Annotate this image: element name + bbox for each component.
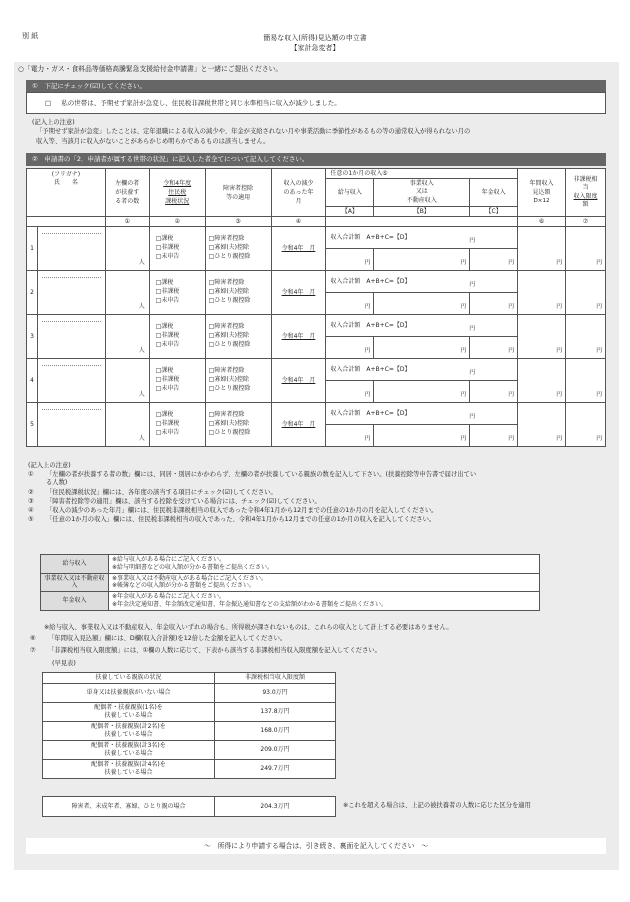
reference-description	[109, 592, 540, 611]
pension-yen: 円	[508, 392, 515, 399]
limit-table-header-status: 扶養している親族の状況	[43, 673, 215, 684]
pension-cell[interactable]	[470, 249, 518, 271]
annual-yen: 円	[556, 260, 562, 267]
col-num-1: ①	[105, 217, 149, 227]
section2-bar	[26, 153, 606, 166]
annual-yen: 円	[556, 304, 562, 311]
business-yen: 円	[460, 436, 467, 443]
annual-yen: 円	[556, 436, 562, 443]
person-unit: 人	[138, 259, 145, 267]
month-value: 令和4年 月	[281, 288, 316, 296]
letter-c: 【C】	[470, 207, 518, 217]
limit-header-3: 収入限度	[573, 192, 598, 200]
tax-option-taxed[interactable]: □課税	[155, 235, 174, 243]
tax-option-nontaxed[interactable]: □非課税	[155, 376, 180, 384]
household-table	[26, 168, 606, 447]
document-subtitle: 【家計急変者】	[290, 44, 340, 52]
person-unit: 人	[138, 435, 145, 443]
tax-status-cell[interactable]	[149, 359, 205, 403]
reference-row	[41, 573, 540, 592]
pension-cell[interactable]	[470, 293, 518, 315]
note2-item	[28, 498, 608, 506]
tax-option-nontaxed[interactable]: □非課税	[155, 244, 180, 252]
tax-option-undeclared[interactable]: □未申告	[155, 428, 180, 436]
note2-item	[28, 489, 608, 497]
limit-status-line: 扶養している場合	[104, 768, 153, 776]
row-number: 5	[27, 403, 38, 447]
month-value: 令和4年 月	[281, 332, 316, 340]
limit-yen: 円	[596, 436, 602, 443]
note1-line1: 「予期せず家計が急変」したことは、定年退職による収入の減少や、年金が支給されない月や事業活動に季節性があるもの等の通常収入が得られない月の	[36, 128, 471, 135]
income-sum-cell[interactable]	[326, 315, 518, 337]
note1-line2: 収入等、当該月に収入がないことがあらかじめ明らかであるものは該当しません。	[36, 138, 270, 145]
business-cell[interactable]	[374, 249, 470, 271]
limit-row	[43, 740, 336, 759]
fuyo-cell[interactable]	[105, 315, 149, 359]
tax-status-cell[interactable]	[149, 227, 205, 271]
deduction-cell[interactable]	[205, 403, 271, 447]
section1-bar	[26, 80, 606, 92]
table-row	[27, 315, 606, 337]
row-number: 3	[27, 315, 38, 359]
limit-amount: 168.0万円	[215, 721, 336, 740]
annual-header-2: 見込額	[532, 189, 551, 197]
annual-header-1: 年間収入	[529, 180, 554, 188]
income-sum-cell[interactable]	[326, 403, 518, 425]
limit-cell[interactable]	[566, 403, 606, 447]
annual-income-cell[interactable]	[518, 227, 566, 271]
furigana-header: (フリガナ)	[51, 171, 81, 178]
business-header-2: 又は	[415, 188, 428, 196]
pension-yen: 円	[508, 436, 515, 443]
limit-status-line: 配偶者・扶養親族(計3名)を	[91, 742, 166, 749]
salary-yen: 円	[364, 304, 371, 311]
note2-item-text	[46, 471, 476, 487]
deduction-option-disabled[interactable]: □障害者控除	[208, 411, 245, 419]
section1-checkbox-label: 私の世帯は、予期せず家計が急変し、住民税非課税世帯と同じ水準相当に収入が減少しました。	[61, 99, 341, 107]
annual-yen: 円	[556, 392, 562, 399]
limit-row	[43, 683, 336, 702]
deduction-option-single-parent[interactable]: □ひとり親控除	[208, 252, 251, 260]
deduction-option-single-parent[interactable]: □ひとり親控除	[208, 384, 251, 392]
note2-item	[28, 471, 608, 487]
letter-b: 【B】	[374, 207, 470, 217]
income-sum-cell[interactable]	[326, 359, 518, 381]
income-sum-label: 収入合計額 A+B+C=【D】	[330, 409, 411, 417]
col-num-3: ③	[205, 217, 271, 227]
special-note: ※これを超える場合は、上記の被扶養者の人数に応じた区分を適用	[343, 802, 531, 809]
limit-cell[interactable]	[566, 271, 606, 315]
salary-header: 給与収入	[326, 179, 374, 207]
section1-checkbox[interactable]: □	[45, 99, 52, 107]
name-cell[interactable]	[37, 359, 105, 403]
tax-header-3: 課税状況	[165, 198, 190, 205]
reference-row	[41, 555, 540, 574]
tax-status-cell[interactable]	[149, 403, 205, 447]
business-cell[interactable]	[374, 293, 470, 315]
tax-option-taxed[interactable]: □課税	[155, 323, 174, 331]
section2-bar-text: ② 申請書の「2．申請者が属する世帯の状況」に記入した者全てについて記入してください。	[32, 155, 309, 163]
limit-status-line: 単身又は扶養親族がいない場合	[86, 688, 171, 696]
limit-header-4: 額	[582, 200, 589, 208]
tax-option-undeclared[interactable]: □未申告	[155, 252, 180, 260]
annual-header-3: D×12	[533, 198, 550, 205]
limit-yen: 円	[596, 304, 602, 311]
salary-yen: 円	[364, 392, 371, 399]
person-unit: 人	[138, 347, 145, 355]
limit-header-1: 非課税相	[573, 175, 598, 183]
limit-amount: 93.0万円	[215, 683, 336, 702]
reference-row	[41, 592, 540, 611]
col-num-6: ⑥	[518, 217, 566, 227]
limit-status	[43, 759, 215, 778]
tax-option-taxed[interactable]: □課税	[155, 411, 174, 419]
person-unit: 人	[138, 391, 145, 399]
business-yen: 円	[460, 304, 467, 311]
month-cell[interactable]	[271, 359, 326, 403]
month-value: 令和4年 月	[281, 420, 316, 428]
income-sum-yen: 円	[469, 414, 476, 421]
business-yen: 円	[460, 260, 467, 267]
income-sum-cell[interactable]	[326, 227, 518, 249]
monthly-income-header: 任意の1か月の収入⑤	[326, 169, 518, 179]
income-sum-label: 収入合計額 A+B+C=【D】	[330, 277, 411, 285]
section1-bar-text: ① 下記にチェック(☑)してください。	[32, 82, 147, 90]
salary-cell[interactable]	[326, 425, 374, 447]
limit-yen: 円	[596, 392, 602, 399]
income-sum-label: 収入合計額 A+B+C=【D】	[330, 233, 411, 241]
tax-option-nontaxed[interactable]: □非課税	[155, 288, 180, 296]
note2-item-line1: 「任意の1か月の収入」欄には、住民税非課税相当の収入であった、令和4年1月から12月までの任意の1か月の収入を記入してください。	[46, 516, 436, 524]
letter-a: 【A】	[326, 207, 374, 217]
reference-description	[109, 573, 540, 592]
table-row	[27, 403, 606, 425]
row-number: 2	[27, 271, 38, 315]
note2-item-num: ⑤	[28, 516, 34, 524]
month-value: 令和4年 月	[281, 376, 316, 384]
tax-status-cell[interactable]	[149, 271, 205, 315]
month-cell[interactable]	[271, 227, 326, 271]
limit-status	[43, 702, 215, 721]
reference-label: 年金収入	[41, 592, 109, 611]
name-cell[interactable]	[37, 271, 105, 315]
limit-row	[43, 702, 336, 721]
limit-status	[43, 740, 215, 759]
reference-line: ※帳簿などの収入額が分かる書類をご提出ください。	[112, 582, 256, 590]
deduction-cell[interactable]	[205, 271, 271, 315]
attachment-label: 別 紙	[22, 32, 39, 40]
salary-cell[interactable]	[326, 293, 374, 315]
special-status: 障害者、未成年者、寡婦、ひとり親の場合	[43, 797, 215, 817]
item6-num: ⑥	[30, 635, 36, 642]
note2-item-num: ④	[28, 506, 34, 514]
note2-title: (記入上の注意)	[28, 462, 71, 469]
business-yen: 円	[460, 392, 467, 399]
pension-cell[interactable]	[470, 337, 518, 359]
tax-option-undeclared[interactable]: □未申告	[155, 384, 180, 392]
annual-income-cell[interactable]	[518, 359, 566, 403]
deduction-cell[interactable]	[205, 359, 271, 403]
note2-item-text	[46, 516, 435, 524]
month-cell[interactable]	[271, 403, 326, 447]
note2-item-num: ①	[28, 471, 34, 479]
salary-yen: 円	[364, 260, 371, 267]
deduction-cell[interactable]	[205, 315, 271, 359]
deduction-option-widow[interactable]: □寡婦(夫)控除	[208, 376, 250, 384]
limit-status-line: 扶養している場合	[104, 711, 153, 719]
note2-item-num: ②	[28, 488, 34, 496]
fuyo-cell[interactable]	[105, 227, 149, 271]
pension-yen: 円	[508, 348, 515, 355]
note2-item-text	[46, 507, 437, 515]
item7-num: ⑦	[30, 647, 36, 654]
salary-cell[interactable]	[326, 381, 374, 403]
item7	[30, 647, 381, 655]
deduction-header-2: 等の適用	[226, 193, 251, 201]
limit-status-line: 配偶者・扶養親族(1名)を	[94, 704, 163, 711]
table-row	[27, 271, 606, 293]
footer-text: ～ 所得により申請する場合は、引き続き、裏面を記入してください ～	[203, 842, 429, 850]
tax-option-taxed[interactable]: □課税	[155, 367, 174, 375]
tax-option-undeclared[interactable]: □未申告	[155, 340, 180, 348]
income-sum-label: 収入合計額 A+B+C=【D】	[330, 365, 411, 373]
row-number: 4	[27, 359, 38, 403]
pension-yen: 円	[508, 304, 515, 311]
fuyo-header-3: る者の数	[115, 198, 140, 205]
reference-description	[109, 555, 540, 574]
col-num-2: ②	[149, 217, 205, 227]
deduction-option-disabled[interactable]: □障害者控除	[208, 323, 245, 331]
fuyo-cell[interactable]	[105, 271, 149, 315]
income-reference-table	[40, 554, 540, 611]
salary-cell[interactable]	[326, 337, 374, 359]
income-sum-label: 収入合計額 A+B+C=【D】	[330, 321, 411, 329]
col-num-7: ⑦	[566, 217, 606, 227]
deduction-option-disabled[interactable]: □障害者控除	[208, 279, 245, 287]
reference-label: 給与収入	[41, 555, 109, 574]
note2-item-num: ③	[28, 497, 34, 505]
annual-income-cell[interactable]	[518, 271, 566, 315]
limit-amount: 249.7万円	[215, 759, 336, 778]
fuyo-header-1: 左欄の者	[115, 180, 140, 187]
limit-yen: 円	[596, 260, 602, 267]
limit-status-line: 扶養している場合	[104, 730, 153, 738]
name-header: 氏 名	[53, 178, 78, 186]
tax-header-1: 令和4年度	[163, 180, 192, 187]
salary-cell[interactable]	[326, 249, 374, 271]
annual-yen: 円	[556, 348, 562, 355]
salary-yen: 円	[364, 348, 371, 355]
reference-line: ※事業収入又は不動産収入がある場合にご記入ください。	[112, 574, 268, 582]
tax-option-taxed[interactable]: □課税	[155, 279, 174, 287]
col-num-4: ④	[271, 217, 326, 227]
limit-amount: 137.8万円	[215, 702, 336, 721]
item6	[30, 635, 286, 643]
special-limit-table	[42, 796, 336, 817]
limit-cell[interactable]	[566, 359, 606, 403]
person-unit: 人	[138, 303, 145, 311]
note2-item-text	[46, 498, 321, 506]
deduction-option-single-parent[interactable]: □ひとり親控除	[208, 340, 251, 348]
income-sum-yen: 円	[469, 238, 476, 245]
income-sum-yen: 円	[469, 326, 476, 333]
name-cell[interactable]	[37, 403, 105, 447]
name-cell[interactable]	[37, 227, 105, 271]
deduction-header-1: 障害者控除	[223, 184, 254, 192]
deduction-option-widow[interactable]: □寡婦(夫)控除	[208, 332, 250, 340]
item7-text: 「非課税相当収入限度額」には、①欄の人数に応じて、下表から該当する非課税相当収入限度額を記入してください。	[48, 647, 381, 654]
tax-option-nontaxed[interactable]: □非課税	[155, 420, 180, 428]
income-sum-cell[interactable]	[326, 271, 518, 293]
row-number: 1	[27, 227, 38, 271]
limit-cell[interactable]	[566, 227, 606, 271]
note2-item-line1: 「住民税課税状況」欄には、各年度の該当する項目にチェック(☑)してください。	[46, 488, 277, 496]
note2-item	[28, 507, 608, 515]
limit-status-line: 配偶者・扶養親族(計2名)を	[91, 723, 166, 730]
deduction-option-single-parent[interactable]: □ひとり親控除	[208, 296, 251, 304]
reference-line: ※給与明細書などの収入額が分かる書類をご提出ください。	[112, 563, 274, 571]
deduction-option-single-parent[interactable]: □ひとり親控除	[208, 428, 251, 436]
income-sum-yen: 円	[469, 282, 476, 289]
table-row	[27, 359, 606, 381]
limit-table	[42, 672, 336, 779]
limit-status	[43, 721, 215, 740]
business-cell[interactable]	[374, 425, 470, 447]
tax-option-nontaxed[interactable]: □非課税	[155, 332, 180, 340]
note2-block	[28, 462, 608, 524]
month-header-3: 月	[295, 198, 302, 205]
note2-item-line2: る人数)	[46, 479, 68, 487]
intro-text: ○「電力・ガス・食料品等価格高騰緊急支援給付金申請書」と一緒にご提出ください。	[18, 65, 283, 73]
note2-item-line1: 「左欄の者が扶養する者の数」欄には、同居・別居にかかわらず、左欄の者が扶養している親族の数を記入して下さい。(扶養控除等申告書で届け出てい	[46, 471, 477, 479]
limit-cell[interactable]	[566, 315, 606, 359]
limit-table-caption: (早見表)	[52, 660, 76, 667]
tax-status-cell[interactable]	[149, 315, 205, 359]
limit-row	[43, 721, 336, 740]
month-value: 令和4年 月	[281, 244, 316, 252]
annual-income-cell[interactable]	[518, 403, 566, 447]
pension-yen: 円	[508, 260, 515, 267]
limit-yen: 円	[596, 348, 602, 355]
ref-footnote: ※給与収入、事業収入又は不動産収入、年金収入いずれの場合も、所得税が課されないものは、これらの収入として計上する必要はありません。	[44, 624, 453, 631]
business-header-1: 事業収入	[409, 179, 434, 187]
month-header-1: 収入の減少	[283, 180, 314, 187]
note2-item-line1: 「障害者控除等の適用」欄は、該当する控除を受けている場合には、チェック(☑)してください。	[46, 497, 321, 505]
business-header-3: 不動産収入	[406, 196, 437, 204]
pension-header: 年金収入	[470, 179, 518, 207]
reference-line: ※給与収入がある場合にご記入ください。	[112, 556, 226, 563]
note1-title: (記入上の注意)	[32, 119, 75, 126]
footer-banner	[26, 838, 606, 854]
special-amount: 204.3万円	[215, 797, 336, 817]
salary-yen: 円	[364, 436, 371, 443]
limit-table-header-amount: 非課税相当収入限度額	[215, 673, 336, 684]
deduction-option-widow[interactable]: □寡婦(夫)控除	[208, 244, 250, 252]
pension-cell[interactable]	[470, 425, 518, 447]
tax-header-2: 住民税	[168, 189, 187, 196]
reference-line: ※年金収入がある場合にご記入ください。	[112, 593, 226, 601]
limit-status	[43, 683, 215, 702]
tax-option-undeclared[interactable]: □未申告	[155, 296, 180, 304]
document-title: 簡易な収入(所得)見込額の申立書	[263, 34, 367, 42]
limit-row	[43, 759, 336, 778]
table-row	[27, 227, 606, 249]
note2-item-line1: 「収入の減少のあった年月」欄には、住民税非課税相当の収入であった令和4年1月から12月までの任意の1か月の月を記入してください。	[46, 506, 438, 514]
name-cell[interactable]	[37, 315, 105, 359]
item6-text: 「年間収入見込額」欄には、D欄(収入合計額)を12倍した金額を記入してください。	[48, 635, 287, 642]
fuyo-cell[interactable]	[105, 403, 149, 447]
deduction-option-disabled[interactable]: □障害者控除	[208, 367, 245, 375]
annual-income-cell[interactable]	[518, 315, 566, 359]
deduction-cell[interactable]	[205, 227, 271, 271]
income-sum-yen: 円	[469, 370, 476, 377]
limit-status-line: 扶養している場合	[104, 749, 153, 757]
month-cell[interactable]	[271, 315, 326, 359]
deduction-option-disabled[interactable]: □障害者控除	[208, 235, 245, 243]
fuyo-header-2: が扶養す	[115, 189, 140, 196]
pension-cell[interactable]	[470, 381, 518, 403]
deduction-option-widow[interactable]: □寡婦(夫)控除	[208, 420, 250, 428]
limit-status-line: 配偶者・扶養親族(計4名)を	[91, 761, 166, 768]
month-header-2: のあった年	[283, 189, 314, 196]
business-cell[interactable]	[374, 381, 470, 403]
note2-item	[28, 516, 608, 524]
business-yen: 円	[460, 348, 467, 355]
limit-amount: 209.0万円	[215, 740, 336, 759]
note2-item-text	[46, 489, 277, 497]
limit-header-2: 当	[582, 184, 589, 192]
section1-box	[26, 92, 606, 114]
reference-label: 事業収入又は不動産収入	[41, 573, 109, 592]
month-cell[interactable]	[271, 271, 326, 315]
deduction-option-widow[interactable]: □寡婦(夫)控除	[208, 288, 250, 296]
fuyo-cell[interactable]	[105, 359, 149, 403]
reference-line: ※年金決定通知書、年金額改定通知書、年金振込通知書などの支給額がわかる書類をご提出ください。	[112, 600, 388, 608]
business-cell[interactable]	[374, 337, 470, 359]
